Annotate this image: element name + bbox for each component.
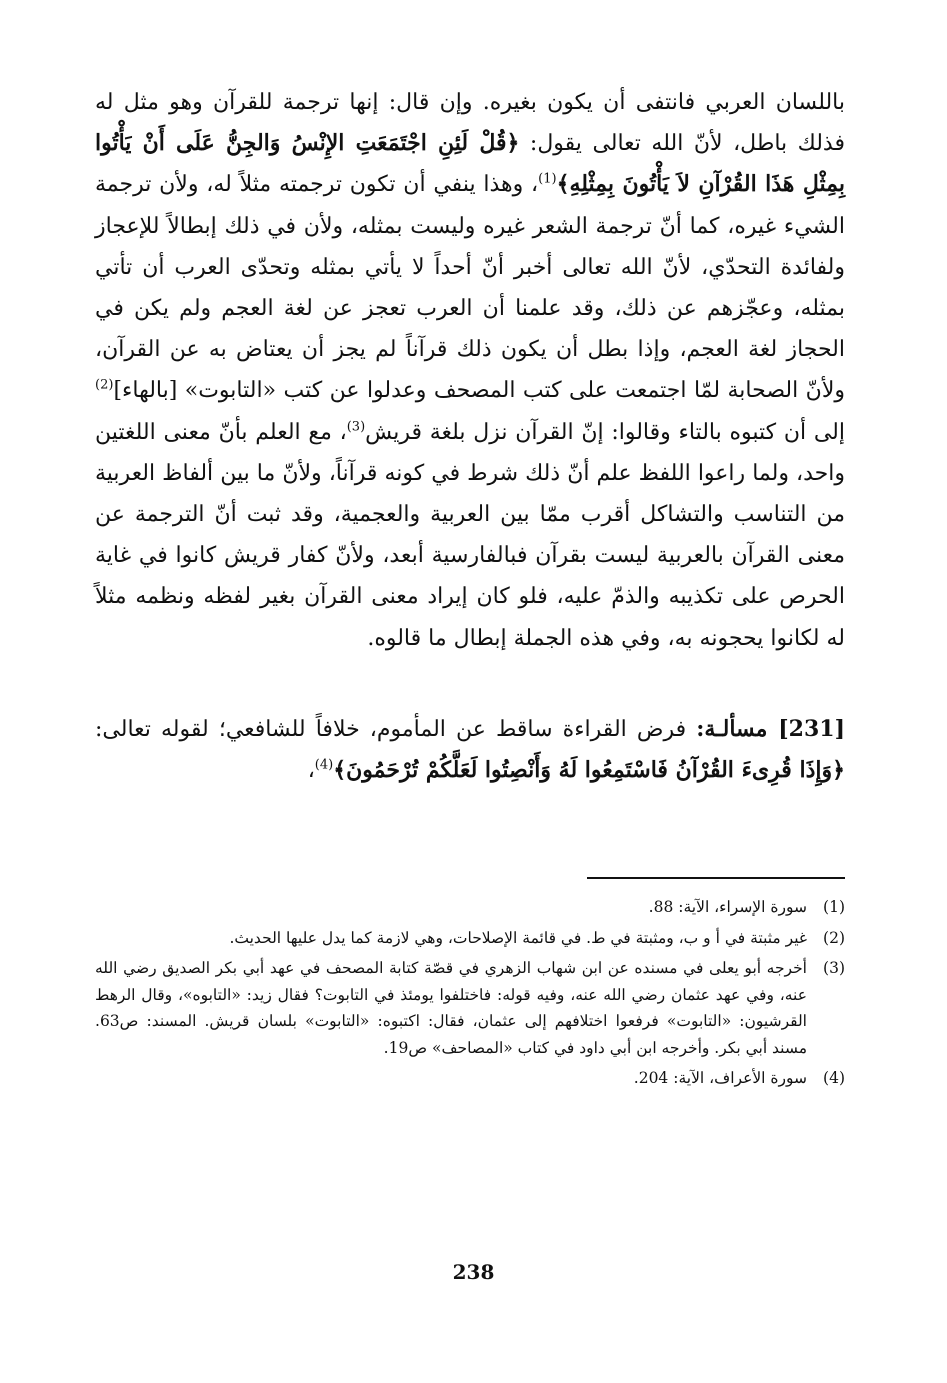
quran-verse: ﴿قُلْ لَئِنِ اجْتَمَعَتِ الإِنْسُ وَالجِنُّ عَلَى أَنْ يَأْتُوا بِمِثْلِ هَذَا القُرْآنِ لاَ يَأْتُونَ بِمِثْلِهِ﴾ [95,130,845,198]
footnote-text: سورة الإسراء، الآية: 88. [648,898,807,916]
footnote-ref[interactable]: (2) [95,378,114,394]
footnote-ref[interactable]: (3) [346,419,366,435]
paragraph-1 [95,82,845,659]
footnote-number: (4) [823,1069,845,1087]
paragraph-text: ، مع العلم بأنّ معنى اللغتين واحد، ولما راعوا اللفظ علم أنّ ذلك شرط في كونه قرآناً، ولأنّ ما بين ألفاظ العربية من التناسب والتشاكل أقرب ممّا بين العربية والعجمية، وقد ثبت أنّ الترجمة عن معنى القرآن بالعربية ليست بقرآن فبالفارسية أبعد، ولأنّ كفار قريش كانوا في غاية الحرص على تكذيبه والذمّ عليه، فلو كان إيراد معنى القرآن بغير لفظه ونظمه مثلاً له لكانوا يحجونه به، وفي هذه الجملة إبطال ما قالوه. [95,419,845,651]
paragraph-text: باللسان العربي فانتفى أن يكون بغيره. وإن قال: إنها ترجمة للقرآن وهو مثل له فذلك باطل، لأنّ الله تعالى يقول: [95,90,846,157]
footnote-ref[interactable]: (1) [538,172,557,188]
footnote-number: (3) [823,959,845,977]
footnotes [95,894,845,1096]
paragraph-text: إلى أن كتبوه بالتاء وقالوا: إنّ القرآن نزل بلغة قريش [365,419,845,445]
paragraph-text: فرض القراءة ساقط عن المأموم، خلافاً للشافعي؛ لقوله تعالى: [95,716,697,742]
footnote-ref[interactable]: (4) [314,757,334,773]
quran-verse: ﴿وَإِذَا قُرِىءَ القُرْآنُ فَاسْتَمِعُوا لَهُ وَأَنْصِتُوا لَعَلَّكُمْ تُرْحَمُونَ﴾ [333,757,845,784]
paragraph-gap [95,659,845,709]
paragraph-text: ، [307,758,315,784]
footnote-number: (1) [823,898,845,916]
footnote-item [95,955,845,1061]
paragraph-text: ، وهذا ينفي أن تكون ترجمته مثلاً له، ولأن ترجمة الشيء غيره، كما أنّ ترجمة الشعر غيره وليست بمثله، ولأن في ذلك إبطالاً للإعجاز ولفائدة التحدّي، لأنّ الله تعالى أخبر أنّ أحداً لا يأتي بمثله وتحدّى العرب أن تأتي بمثله، وعجّزهم عن ذلك، وقد علمنا أن العرب تعجز عن لغة العجم ولم يكن في الحجاز لغة العجم، وإذا بطل أن يكون ذلك قرآناً لم يجز أن يعتاض به عن القرآن، ولأنّ الصحابة لمّا اجتمعت على كتب المصحف وعدلوا عن كتب «التابوت» [بالهاء] [95,172,845,404]
footnote-item [95,894,845,921]
page-number: 238 [452,1260,495,1284]
footnote-item [95,1065,845,1092]
page-body [95,82,846,1087]
footnote-item [95,925,845,952]
footnote-text: غير مثبتة في أ و ب، ومثبتة في ط. في قائمة الإصلاحات، وهي لازمة كما يدل عليها الحديث. [229,928,807,947]
footnote-text: سورة الأعراف، الآية: 204. [633,1069,807,1087]
footnote-number: (2) [823,928,845,947]
footnote-separator [587,877,845,879]
paragraph-2 [95,709,845,791]
footnote-text: أخرجه أبو يعلى في مسنده عن ابن شهاب الزهري في قصّة كتابة المصحف في عهد أبي بكر الصديق رضي الله عنه، وفي عهد عثمان رضي الله عنه، وفيه قوله: فاختلفوا يومئذ في التابوت؟ فقال زيد: «التابوه»، وقال الرهط القرشيون: «التابوت» فرفعوا اختلافهم إلى عثمان، فقال: اكتبوه: «التابوت» بلسان قريش. المسند: ص63. مسند أبي بكر. وأخرجه ابن أبي داود في كتاب «المصاحف» ص19. [95,959,807,1057]
issue-heading: [231] مسألـة: [696,715,846,742]
